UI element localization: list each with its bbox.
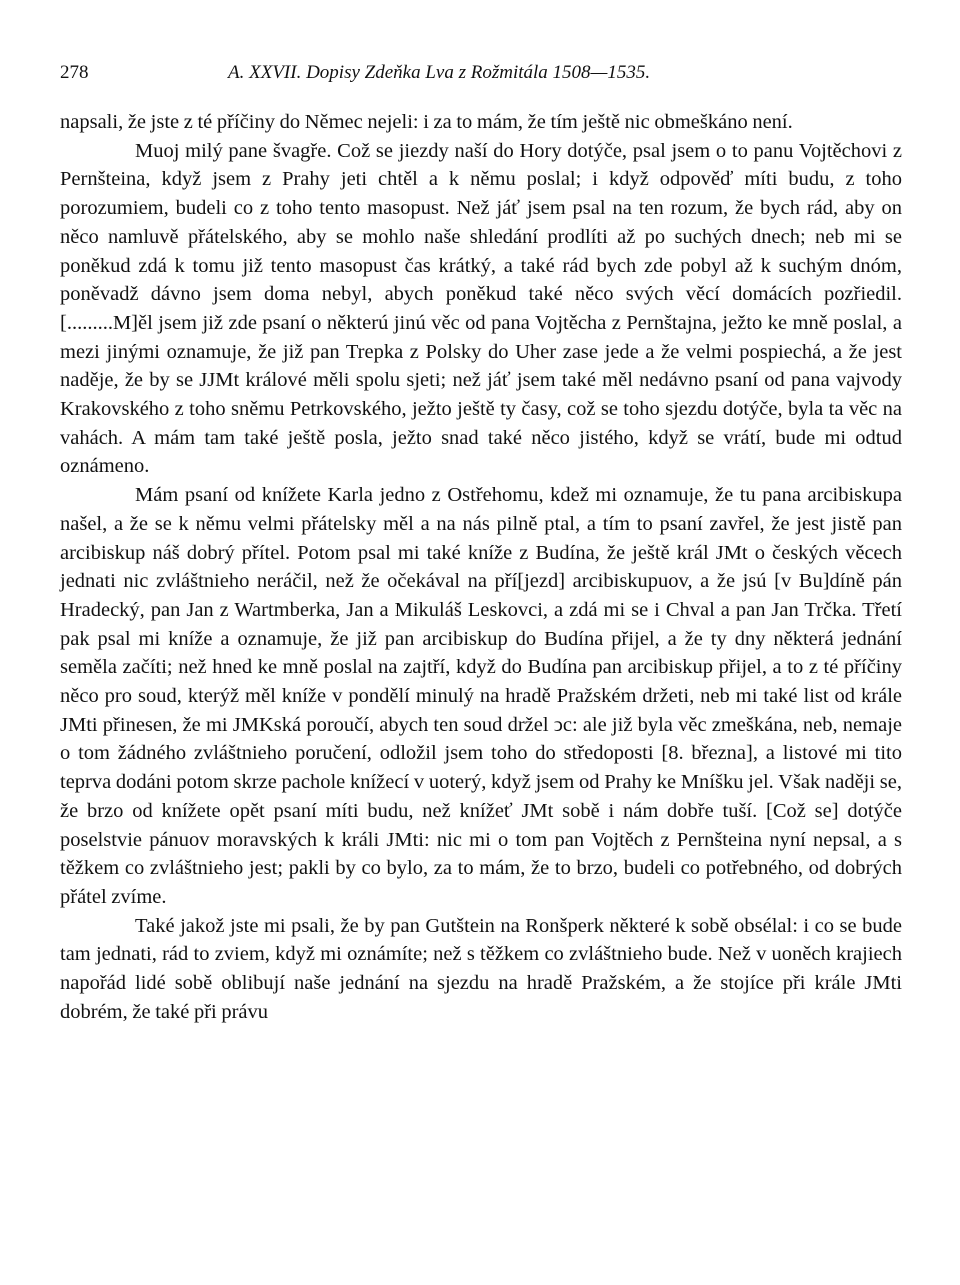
running-title: A. XXVII. Dopisy Zdeňka Lva z Rožmitála 1508—1535. xyxy=(228,62,651,83)
paragraph: Také jakož jste mi psali, že by pan Gutštein na Ronšperk některé k sobě obsélal: i co se bude tam jednati, rád to zviem, když mi oznámíte; než s těžkem co zvláštnieho bude. Než v uoněch krajiech napořád lidé sobě oblibují naše jednání na sjezdu na hradě Pražském, a že stojíce při krále JMti dobrém, že také při právu xyxy=(60,914,902,1023)
page-number: 278 xyxy=(60,62,89,83)
paragraph-continuation: napsali, že jste z té příčiny do Němec nejeli: i za to mám, že tím ještě nic obmeškáno není. xyxy=(60,111,793,133)
paragraph: Mám psaní od knížete Karla jedno z Ostřehomu, kdež mi oznamuje, že tu pana arcibiskupa našel, a že se k němu velmi přátelsky měl a na nás pilně ptal, a tím to psaní zavřel, že jest jistě pan arcibiskup náš dobrý přítel. Potom psal mi také kníže z Budína, že ještě král JMt o českých věcech jednati nic zvláštnieho neráčil, než že očekával na pří[jezd] arcibiskupuov, a že jsú [v Bu]díně pán Hradecký, pan Jan z Wartmberka, Jan a Mikuláš Leskovci, a zdá mi se i Chval a pan Jan Trčka. Třetí pak psal mi kníže a oznamuje, že již pan arcibiskup do Budína přijel, a že ty dny některá jednání seměla začíti; než hned ke mně poslal na zajtří, když do Budína pan arcibiskup přijel, a to z té příčiny něco pro soud, kterýž měl kníže v pondělí minulý na hradě Pražském držeti, neb mi také list od krále JMti přinesen, že mi JMKská poroučí, abych ten soud držel ↄc: ale již byla věc zmeškána, neb, nemaje o tom žádného zvláštnieho poručení, odložil jsem toho do středoposti [8. března], a listové mi tito teprva dodáni potom skrze pachole knížecí v uoterý, když jsem od Prahy ke Mníšku jel. Však naději se, že brzo od knížete opět psaní míti budu, než knížeť JMt sobě i nám dobře tuší. [Což se] dotýče poselstvie pánuov moravských k králi JMti: nic mi o tom pan Vojtěch z Pernšteina nyní nepsal, a s těžkem co zvláštnieho jest; pakli by co bylo, za to mám, že to brzo, budeli co potřebného, od dobrých přátel zvíme. xyxy=(60,484,902,908)
running-header xyxy=(60,58,902,88)
paragraph: Muoj milý pane švagře. Což se jiezdy naší do Hory dotýče, psal jsem o to panu Vojtěchovi z Pernšteina, když jsem z Prahy jeti chtěl a k němu poslal; i když odpověď míti budu, z toho porozumiem, budeli co z toho tento masopust. Než jáť jsem psal na ten rozum, že bych rád, aby on něco namluvě přátelského, aby se mohlo naše shledání prodlíti až po suchých dnech; neb mi se poněkud zdá k tomu již tento masopust čas krátký, a také rád bych zde pobyl až k suchým dnóm, poněvadž dávno jsem doma nebyl, abych poněkud také něco svých věcí domácích pozřiedil. [.........M]ěl jsem již zde psaní o některú jinú věc od pana Vojtěcha z Pernštajna, ježto ke mně poslal, a mezi jinými oznamuje, že již pan Trepka z Polsky do Uher zase jede a že velmi pospiechá, a že jest naděje, že by se JJMt králové měli spolu sjeti; než jáť jsem také měl nedávno psaní od pana vajvody Krakovského z toho sněmu Petrkovského, ježto ještě ty časy, což se toho sjezdu dotýče, byla ta věc na vahách. A mám tam také ještě posla, ježto snad také něco jistého, když se vrátí, bude mi odtud oznámeno. xyxy=(60,139,902,478)
body-text xyxy=(60,108,902,1027)
